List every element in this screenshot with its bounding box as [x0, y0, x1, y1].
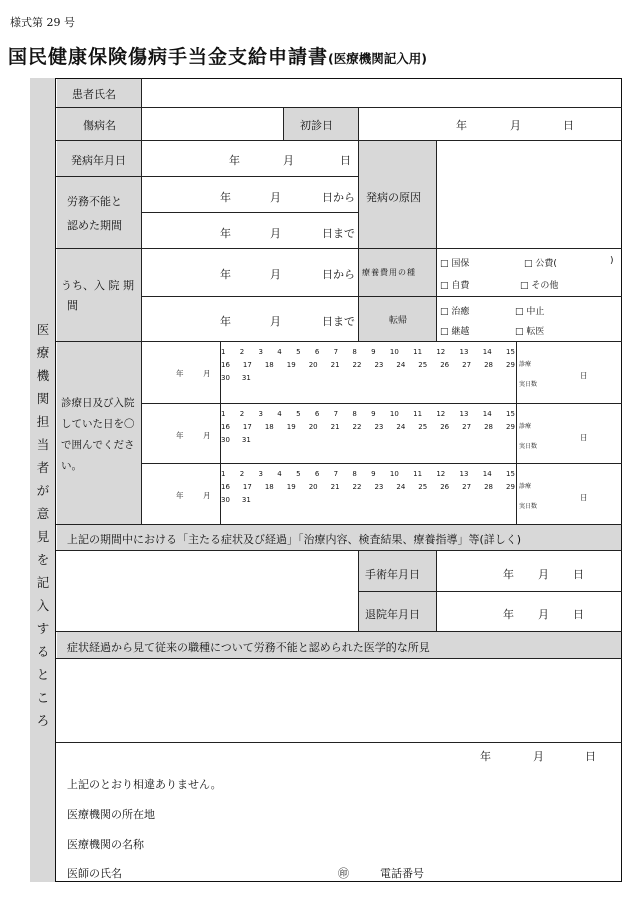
rule	[56, 176, 358, 177]
date-year: 年	[176, 491, 184, 500]
calendar-day[interactable]: 15	[505, 347, 515, 356]
calendar-row	[221, 433, 515, 446]
calendar-day[interactable]: 28	[484, 482, 493, 491]
calendar-day[interactable]: 11	[413, 469, 423, 478]
disability-label-2: 認めた期間	[67, 219, 122, 232]
date-from: 日から	[322, 268, 355, 281]
calendar-day[interactable]: 31	[241, 435, 251, 444]
date-day: 日	[563, 119, 574, 132]
visit-label-1: 診療日及び入院	[61, 397, 135, 409]
fee-option-self[interactable]: □ 自費	[440, 281, 470, 291]
rule	[516, 341, 517, 524]
outcome-option-transfer[interactable]: □ 転医	[515, 327, 545, 337]
calendar-day[interactable]: 11	[413, 347, 423, 356]
calendar-day[interactable]: 23	[374, 422, 384, 431]
side-label-char: す	[36, 621, 50, 636]
calendar-day[interactable]: 8	[352, 469, 357, 478]
visit-days-label: 診療	[519, 483, 532, 490]
calendar-day[interactable]: 12	[436, 409, 446, 418]
calendar-day[interactable]: 24	[396, 360, 406, 369]
rule	[141, 403, 622, 404]
calendar-day[interactable]: 6	[314, 347, 320, 356]
date-year: 年	[503, 608, 514, 621]
calendar-day[interactable]: 10	[389, 409, 399, 418]
calendar-day[interactable]: 20	[308, 482, 318, 491]
outcome-option-cured[interactable]: □ 治癒	[440, 307, 470, 317]
calendar-day[interactable]: 25	[418, 360, 428, 369]
side-label-char: 当	[36, 437, 50, 452]
date-year: 年	[456, 119, 467, 132]
date-month: 月	[203, 431, 211, 440]
date-year: 年	[220, 227, 231, 240]
calendar-day[interactable]: 27	[462, 482, 472, 491]
day-calendar	[221, 345, 515, 384]
side-label-char: 者	[36, 460, 50, 475]
certify-text: 上記のとおり相違ありません。	[67, 778, 222, 791]
calendar-day[interactable]: 3	[258, 409, 263, 418]
rule	[358, 591, 622, 592]
fee-type-label: 療養費用の種	[362, 268, 416, 277]
title-sub: (医療機関記入用)	[328, 51, 427, 66]
institution-address-label: 医療機関の所在地	[67, 808, 155, 821]
calendar-day[interactable]: 7	[333, 409, 339, 418]
outcome-label: 転帰	[389, 316, 408, 326]
calendar-day[interactable]: 1	[221, 347, 226, 356]
calendar-day[interactable]: 30	[221, 373, 230, 382]
seal-mark: ㊞	[338, 867, 349, 880]
visit-days-label: 実日数	[519, 381, 538, 388]
side-label-char: ろ	[36, 713, 50, 728]
hospitalization-label-1: うち、入 院 期	[61, 279, 134, 292]
calendar-day[interactable]: 7	[333, 469, 339, 478]
opinion-label: 症状経過から見て従来の職種について労務不能と認められた医学的な所見	[67, 641, 430, 654]
rule	[358, 107, 359, 341]
calendar-day[interactable]: 2	[239, 409, 245, 418]
side-label-char: 記	[36, 575, 50, 590]
calendar-day[interactable]: 2	[239, 347, 245, 356]
calendar-day[interactable]: 21	[330, 482, 340, 491]
calendar-day[interactable]: 28	[484, 422, 493, 431]
calendar-day[interactable]: 30	[221, 495, 230, 504]
calendar-day[interactable]: 16	[221, 482, 230, 491]
calendar-day[interactable]: 25	[418, 482, 428, 491]
date-year: 年	[480, 750, 491, 763]
calendar-day[interactable]: 8	[352, 347, 357, 356]
date-day: 日	[580, 493, 588, 502]
calendar-day[interactable]: 17	[242, 360, 252, 369]
date-from: 日から	[322, 191, 355, 204]
label-cell	[358, 249, 436, 341]
visit-days-label: 診療	[519, 361, 532, 368]
calendar-day[interactable]: 11	[413, 409, 423, 418]
date-month: 月	[203, 491, 211, 500]
calendar-day[interactable]: 1	[221, 409, 226, 418]
calendar-day[interactable]: 12	[436, 347, 446, 356]
disease-label: 傷病名	[83, 119, 116, 132]
date-month: 月	[538, 568, 549, 581]
date-day: 日	[573, 608, 584, 621]
date-day: 日	[585, 750, 596, 763]
rule	[436, 550, 437, 631]
form-title	[8, 42, 427, 69]
discharge-date-label: 退院年月日	[365, 608, 420, 621]
calendar-day[interactable]: 31	[241, 495, 251, 504]
fee-option-kokuho[interactable]: □ 国保	[440, 259, 470, 269]
visit-label-3: で囲んでくださ	[61, 439, 135, 451]
date-month: 月	[203, 369, 211, 378]
date-month: 月	[283, 154, 294, 167]
calendar-row	[221, 420, 515, 433]
date-day: 日	[580, 371, 588, 380]
side-label-char: を	[36, 552, 50, 567]
calendar-day[interactable]: 28	[484, 360, 493, 369]
label-cell	[57, 342, 141, 524]
calendar-day[interactable]: 25	[418, 422, 428, 431]
calendar-day[interactable]: 12	[436, 469, 446, 478]
rule	[358, 550, 359, 631]
patient-name-label: 患者氏名	[72, 88, 116, 101]
calendar-day[interactable]: 15	[505, 409, 515, 418]
date-month: 月	[270, 191, 281, 204]
title-main: 国民健康保険傷病手当金支給申請書	[8, 46, 329, 68]
rule	[56, 631, 622, 632]
visit-label-2: していた日を〇	[61, 418, 135, 430]
day-calendar	[221, 407, 515, 446]
visit-days-label: 実日数	[519, 503, 538, 510]
rule	[56, 742, 622, 743]
day-calendar	[221, 467, 515, 506]
calendar-day[interactable]: 27	[462, 422, 472, 431]
calendar-day[interactable]: 18	[264, 482, 274, 491]
calendar-day[interactable]: 26	[440, 422, 450, 431]
hospitalization-label-2: 間	[67, 299, 78, 312]
date-month: 月	[510, 119, 521, 132]
date-year: 年	[220, 191, 231, 204]
calendar-day[interactable]: 20	[308, 422, 318, 431]
onset-label: 発病年月日	[71, 154, 126, 167]
first-visit-label: 初診日	[300, 119, 333, 132]
side-label-char: 意	[36, 506, 50, 521]
date-day: 日	[580, 433, 588, 442]
date-year: 年	[220, 268, 231, 281]
date-month: 月	[270, 268, 281, 281]
calendar-day[interactable]: 24	[396, 482, 406, 491]
date-year: 年	[176, 431, 184, 440]
date-day: 日	[340, 154, 351, 167]
calendar-day[interactable]: 17	[242, 422, 252, 431]
calendar-day[interactable]: 22	[352, 482, 362, 491]
calendar-row	[221, 480, 515, 493]
side-label-char: る	[36, 644, 50, 659]
outcome-option-continued[interactable]: □ 継越	[440, 327, 470, 337]
calendar-day[interactable]: 14	[482, 409, 492, 418]
side-label-char: 入	[36, 598, 50, 613]
calendar-day[interactable]: 22	[352, 422, 362, 431]
rule	[141, 212, 358, 213]
calendar-day[interactable]: 29	[505, 482, 515, 491]
calendar-day[interactable]: 4	[277, 469, 282, 478]
calendar-day[interactable]: 9	[371, 347, 376, 356]
calendar-day[interactable]: 21	[330, 422, 340, 431]
rule	[56, 658, 622, 659]
calendar-day[interactable]: 13	[459, 347, 469, 356]
side-label-char: こ	[36, 690, 50, 705]
side-label	[30, 318, 56, 732]
surgery-date-label: 手術年月日	[365, 568, 420, 581]
calendar-day[interactable]: 3	[258, 347, 263, 356]
calendar-day[interactable]: 14	[482, 469, 492, 478]
side-label-char: と	[36, 667, 50, 682]
calendar-day[interactable]: 3	[258, 469, 263, 478]
calendar-day[interactable]: 16	[221, 422, 230, 431]
disability-label-1: 労務不能と	[67, 195, 122, 208]
side-label-char: 関	[36, 391, 50, 406]
calendar-day[interactable]: 4	[277, 409, 282, 418]
calendar-day[interactable]: 31	[241, 373, 251, 382]
outcome-option-stopped[interactable]: □ 中止	[515, 307, 545, 317]
calendar-day[interactable]: 14	[482, 347, 492, 356]
date-year: 年	[229, 154, 240, 167]
fee-option-public[interactable]: □ 公費(	[524, 259, 557, 269]
date-day: 日	[573, 568, 584, 581]
date-year: 年	[176, 369, 184, 378]
calendar-day[interactable]: 4	[277, 347, 282, 356]
calendar-day[interactable]: 26	[440, 360, 450, 369]
rule	[436, 140, 437, 341]
side-label-char: 療	[36, 345, 50, 360]
date-month: 月	[533, 750, 544, 763]
phone-label: 電話番号	[380, 867, 424, 880]
rule	[141, 463, 622, 464]
calendar-day[interactable]: 2	[239, 469, 245, 478]
calendar-day[interactable]: 24	[396, 422, 406, 431]
calendar-day[interactable]: 18	[264, 360, 274, 369]
calendar-day[interactable]: 30	[221, 435, 230, 444]
fee-option-public-close: )	[610, 256, 614, 266]
visit-label-4: い。	[61, 460, 82, 472]
calendar-day[interactable]: 1	[221, 469, 226, 478]
calendar-day[interactable]: 21	[330, 360, 340, 369]
calendar-day[interactable]: 6	[314, 409, 320, 418]
date-until: 日まで	[322, 227, 355, 240]
calendar-day[interactable]: 9	[371, 409, 376, 418]
visit-days-label: 診療	[519, 423, 532, 430]
calendar-day[interactable]: 10	[389, 347, 399, 356]
calendar-day[interactable]: 29	[505, 360, 515, 369]
side-label-char: 見	[36, 529, 50, 544]
calendar-day[interactable]: 27	[462, 360, 472, 369]
calendar-day[interactable]: 5	[296, 347, 301, 356]
calendar-row	[221, 345, 515, 358]
calendar-day[interactable]: 19	[286, 360, 296, 369]
calendar-day[interactable]: 9	[371, 469, 376, 478]
symptoms-label: 上記の期間中における「主たる症状及び経過」「治療内容、検査結果、療養指導」等(詳しく)	[67, 533, 522, 546]
calendar-day[interactable]: 5	[296, 409, 301, 418]
calendar-row	[221, 493, 515, 506]
visit-days-label: 実日数	[519, 443, 538, 450]
date-year: 年	[503, 568, 514, 581]
calendar-day[interactable]: 22	[352, 360, 362, 369]
side-label-char: 担	[36, 414, 50, 429]
calendar-row	[221, 407, 515, 420]
calendar-day[interactable]: 20	[308, 360, 318, 369]
calendar-row	[221, 371, 515, 384]
calendar-day[interactable]: 15	[505, 469, 515, 478]
doctor-name-label: 医師の氏名	[67, 867, 122, 880]
date-month: 月	[538, 608, 549, 621]
calendar-day[interactable]: 6	[314, 469, 320, 478]
calendar-day[interactable]: 23	[374, 482, 384, 491]
calendar-day[interactable]: 16	[221, 360, 230, 369]
rule	[283, 107, 284, 140]
label-cell	[57, 177, 141, 248]
date-month: 月	[270, 227, 281, 240]
rule	[56, 524, 622, 525]
label-cell	[57, 249, 141, 341]
calendar-row	[221, 467, 515, 480]
side-label-char: 機	[36, 368, 50, 383]
date-month: 月	[270, 315, 281, 328]
form-number: 様式第 29 号	[10, 16, 75, 29]
date-until: 日まで	[322, 315, 355, 328]
calendar-day[interactable]: 23	[374, 360, 384, 369]
side-label-char: 医	[36, 322, 50, 337]
side-label-char: が	[36, 483, 50, 498]
calendar-day[interactable]: 29	[505, 422, 515, 431]
calendar-day[interactable]: 8	[352, 409, 357, 418]
calendar-day[interactable]: 18	[264, 422, 274, 431]
rule	[141, 296, 622, 297]
calendar-day[interactable]: 10	[389, 469, 399, 478]
calendar-day[interactable]: 19	[286, 422, 296, 431]
calendar-day[interactable]: 13	[459, 409, 469, 418]
rule	[141, 78, 142, 524]
calendar-day[interactable]: 19	[286, 482, 296, 491]
calendar-day[interactable]: 7	[333, 347, 339, 356]
calendar-day[interactable]: 13	[459, 469, 469, 478]
calendar-day[interactable]: 26	[440, 482, 450, 491]
date-year: 年	[220, 315, 231, 328]
institution-name-label: 医療機関の名称	[67, 838, 144, 851]
fee-option-other[interactable]: □ その他	[520, 281, 559, 291]
rule	[56, 550, 622, 551]
cause-label: 発病の原因	[366, 191, 421, 204]
calendar-day[interactable]: 17	[242, 482, 252, 491]
calendar-row	[221, 358, 515, 371]
calendar-day[interactable]: 5	[296, 469, 301, 478]
